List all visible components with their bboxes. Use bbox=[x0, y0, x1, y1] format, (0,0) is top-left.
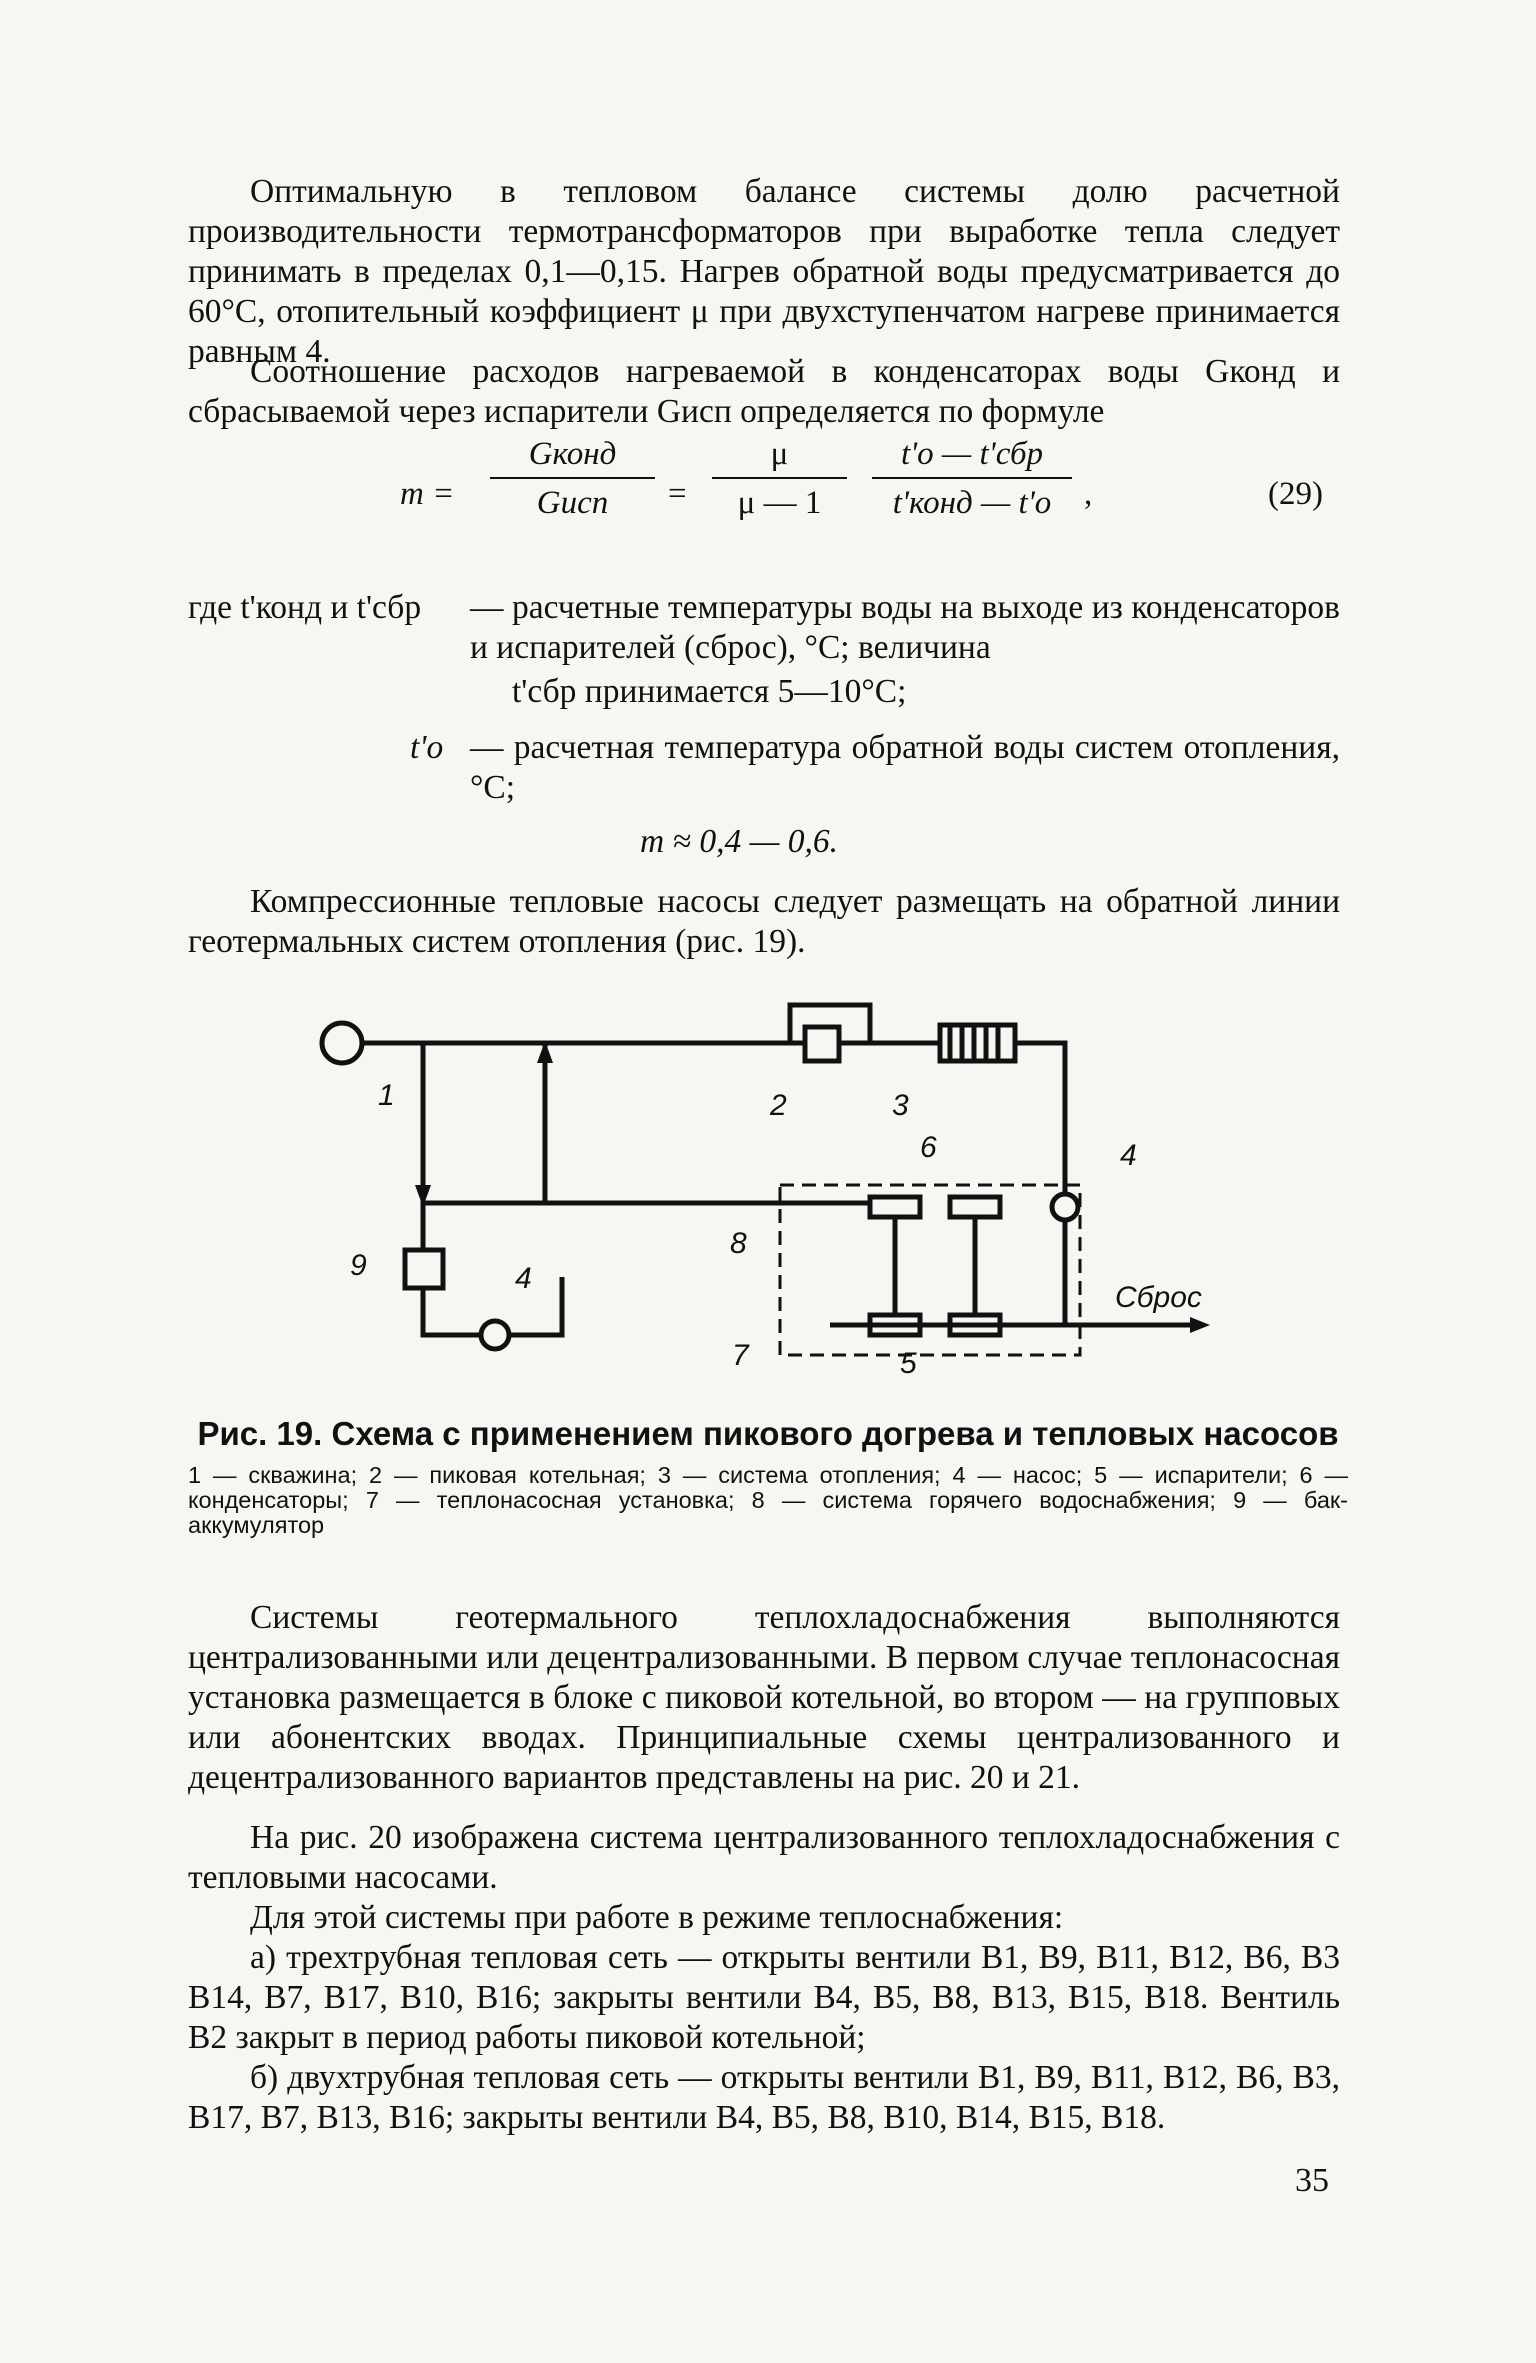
well-symbol bbox=[322, 1023, 362, 1063]
fraction-mu-num: μ bbox=[712, 436, 847, 479]
fraction-mu-den: μ — 1 bbox=[737, 485, 822, 521]
label-heating: 3 bbox=[892, 1089, 909, 1122]
paragraph-optimal-share: Оптимальную в тепловом балансе системы долю расчетной производительности термотрансформаторов при выработке тепла следует принимать в пределах 0,1—0,15. Нагрев обратной воды предусматривается до 60°С, отопительный коэффициент μ при двухступенчатом нагреве принимается равным 4. bbox=[188, 173, 1340, 370]
paragraph-heat-pumps: Компрессионные тепловые насосы следует размещать на обратной линии геотермальных систем отопления (рис. 19). bbox=[188, 883, 1340, 960]
label-well: 1 bbox=[378, 1079, 395, 1112]
formula-lhs: m = bbox=[400, 476, 455, 512]
formula-comma: , bbox=[1084, 476, 1093, 512]
symbol-t0: t'о bbox=[410, 729, 444, 766]
formula-29 bbox=[400, 436, 1360, 576]
discharge-arrow bbox=[1190, 1317, 1210, 1333]
label-hp-unit: 7 bbox=[732, 1339, 749, 1372]
label-boiler: 2 bbox=[770, 1089, 787, 1122]
where-intro: где t'конд и t'сбр bbox=[188, 589, 422, 626]
figure-caption-title: Рис. 19. Схема с применением пикового догрева и тепловых насосов bbox=[197, 1415, 1339, 1452]
fraction-mu bbox=[712, 436, 847, 522]
equation-number: (29) bbox=[1268, 476, 1323, 512]
fraction-temps-den: t'конд — t'о bbox=[892, 485, 1052, 521]
label-discharge: Сброс bbox=[1115, 1281, 1202, 1314]
paragraph-heating-mode: Для этой системы при работе в режиме теплоснабжения: bbox=[250, 1899, 1064, 1936]
pump-symbol bbox=[1052, 1194, 1078, 1220]
label-hot-water: 8 bbox=[730, 1227, 747, 1260]
return-pipe bbox=[1015, 1043, 1065, 1193]
paragraph-two-pipe: б) двухтрубная тепловая сеть — открыты вентили В1, В9, В11, В12, В6, В3, В17, В7, В13, В16; закрыты вентили В4, В5, В8, В10, В14, В15, В18. bbox=[188, 2059, 1340, 2136]
fraction-flows-den: Gисп bbox=[536, 485, 609, 521]
fraction-flows-num: Gконд bbox=[490, 436, 655, 479]
label-pump: 4 bbox=[1120, 1139, 1137, 1172]
label-condensers: 6 bbox=[920, 1131, 937, 1164]
label-pump-2: 4 bbox=[515, 1262, 532, 1295]
storage-tank bbox=[405, 1250, 443, 1288]
equals-sign: = bbox=[668, 476, 687, 512]
paragraph-fig20: На рис. 20 изображена система централизованного теплохладоснабжения с тепловыми насосами. bbox=[188, 1819, 1340, 1896]
peak-boiler-box bbox=[805, 1027, 839, 1061]
fraction-temps bbox=[872, 436, 1072, 522]
paragraph-systems: Системы геотермального теплохладоснабжения выполняются централизованными или децентрализованными. В первом случае теплонасосная установка размещается в блоке с пиковой котельной, во втором — на групповых или абонентских вводах. Принципиальные схемы централизованного и децентрализованного вариантов представлены на рис. 20 и 21. bbox=[188, 1599, 1340, 1796]
fraction-flows bbox=[490, 436, 655, 522]
pump-2-symbol bbox=[481, 1321, 509, 1349]
m-range: m ≈ 0,4 — 0,6. bbox=[640, 823, 838, 860]
label-tank: 9 bbox=[350, 1249, 367, 1282]
paragraph-flow-ratio: Соотношение расходов нагреваемой в конденсаторах воды Gконд и сбрасываемой через испарители Gисп определяется по формуле bbox=[188, 353, 1340, 430]
condenser-2 bbox=[950, 1197, 1000, 1217]
definition-2: — расчетная температура обратной воды систем отопления, °С; bbox=[470, 729, 1340, 806]
fraction-temps-num: t'о — t'сбр bbox=[872, 436, 1072, 479]
heat-pump-unit-outline bbox=[780, 1185, 1080, 1355]
definition-1-cont: t'сбр принимается 5—10°С; bbox=[512, 673, 907, 710]
figure-caption-legend: 1 — скважина; 2 — пиковая котельная; 3 — система отопления; 4 — насос; 5 — испарители; 6 — конденсаторы; 7 — теплонасосная установка; 8 — система горячего водоснабжения; 9 — бак-аккумулятор bbox=[188, 1462, 1348, 1538]
figure-19-scheme bbox=[300, 985, 1260, 1375]
return-to-hp bbox=[830, 1220, 1065, 1325]
page-number: 35 bbox=[1295, 2162, 1329, 2199]
paragraph-three-pipe: а) трехтрубная тепловая сеть — открыты вентили В1, В9, В11, В12, В6, В3 В14, В7, В17, В10, В16; закрыты вентили В4, В5, В8, В13, В15, В18. Вентиль В2 закрыт в период работы пиковой котельной; bbox=[188, 1939, 1340, 2056]
tank-pipe bbox=[423, 1288, 480, 1335]
label-evaporators: 5 bbox=[900, 1347, 917, 1375]
definition-1: — расчетные температуры воды на выходе из конденсаторов и испарителей (сброс), °С; величина bbox=[470, 589, 1340, 666]
condenser-1 bbox=[870, 1197, 920, 1217]
